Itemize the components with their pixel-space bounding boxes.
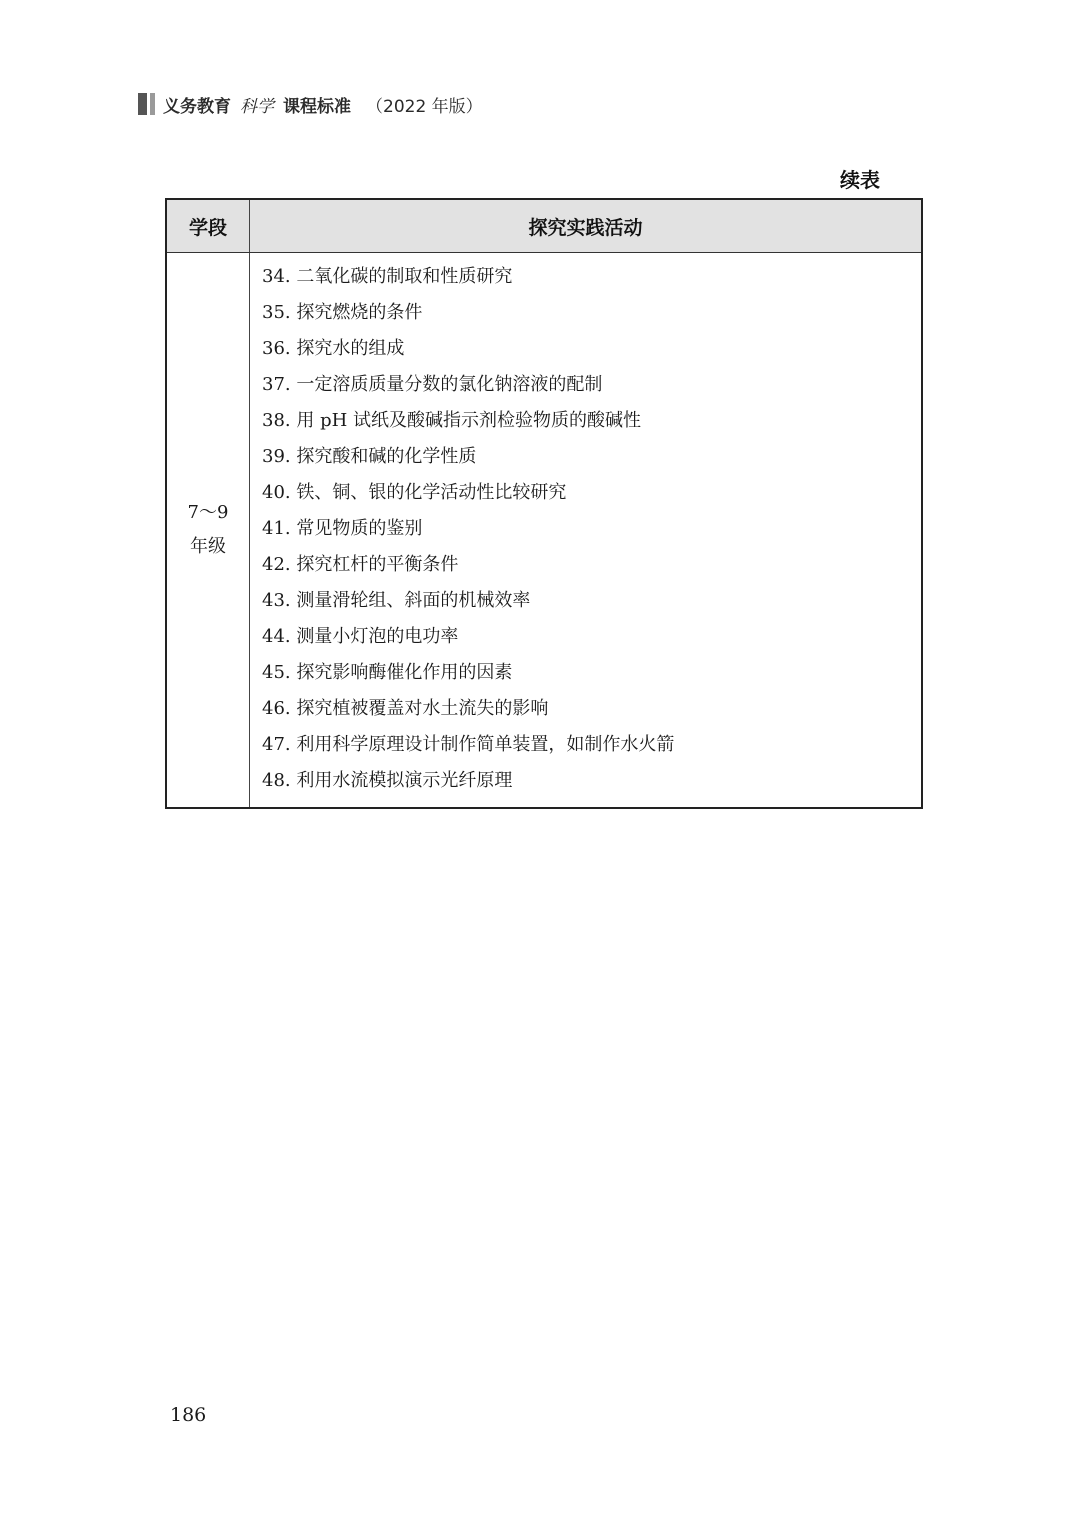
header-title-part1: 义务教育 xyxy=(163,96,231,117)
header-title-part3: 课程标准 xyxy=(283,96,351,117)
list-item: 48. 利用水流模拟演示光纤原理 xyxy=(262,770,513,791)
list-item: 37. 一定溶质质量分数的氯化钠溶液的配制 xyxy=(262,374,603,395)
list-item: 47. 利用科学原理设计制作简单装置，如制作水火箭 xyxy=(262,734,675,755)
list-item: 44. 测量小灯泡的电功率 xyxy=(262,626,459,647)
list-item: 39. 探究酸和碱的化学性质 xyxy=(262,446,477,467)
column-header-activities: 探究实践活动 xyxy=(250,199,923,253)
stage-unit: 年级 xyxy=(190,536,226,557)
continued-label: 续表 xyxy=(840,168,880,192)
page-number: 186 xyxy=(170,1404,207,1426)
stage-range: 7～9 xyxy=(187,502,229,523)
table-row xyxy=(166,253,922,809)
list-item: 43. 测量滑轮组、斜面的机械效率 xyxy=(262,590,531,611)
activity-list xyxy=(262,259,921,799)
list-item: 42. 探究杠杆的平衡条件 xyxy=(262,554,459,575)
list-item: 36. 探究水的组成 xyxy=(262,338,405,359)
stage-cell xyxy=(166,253,250,809)
header-title-science: 科学 xyxy=(240,96,274,117)
list-item: 35. 探究燃烧的条件 xyxy=(262,302,423,323)
header-bar-icon xyxy=(138,93,155,115)
header-edition: （2022 年版） xyxy=(366,96,483,117)
activity-table xyxy=(165,198,923,809)
column-header-stage: 学段 xyxy=(166,199,250,253)
running-header xyxy=(138,92,483,116)
list-item: 40. 铁、铜、银的化学活动性比较研究 xyxy=(262,482,567,503)
list-item: 34. 二氧化碳的制取和性质研究 xyxy=(262,266,513,287)
list-item: 45. 探究影响酶催化作用的因素 xyxy=(262,662,513,683)
list-item: 41. 常见物质的鉴别 xyxy=(262,518,423,539)
list-item: 46. 探究植被覆盖对水土流失的影响 xyxy=(262,698,549,719)
activities-cell xyxy=(250,253,923,809)
list-item: 38. 用 pH 试纸及酸碱指示剂检验物质的酸碱性 xyxy=(262,410,642,431)
table-header-row xyxy=(166,199,922,253)
